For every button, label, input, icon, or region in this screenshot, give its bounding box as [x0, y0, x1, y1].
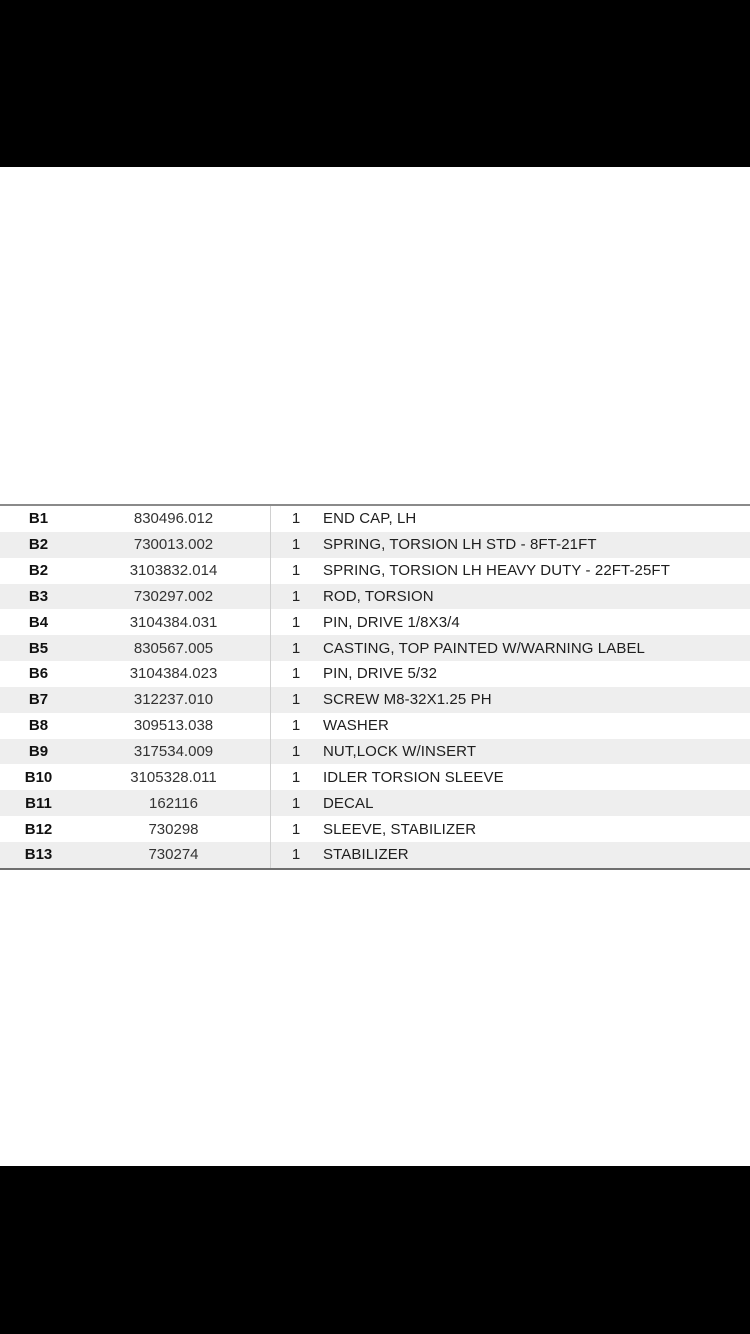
item-number-cell: B6	[28, 665, 49, 683]
table-row	[0, 635, 750, 661]
part-number-cell: 162116	[77, 790, 271, 816]
description-cell: STABILIZER	[323, 846, 409, 864]
quantity-cell: 1	[291, 820, 301, 838]
item-number-cell: B7	[28, 691, 49, 709]
item-number-cell: B10	[24, 768, 53, 786]
description-cell: SPRING, TORSION LH STD - 8FT-21FT	[323, 536, 597, 554]
part-number-cell: 3104384.031	[77, 609, 271, 635]
table-row	[0, 584, 750, 610]
description-cell: WASHER	[323, 717, 389, 735]
quantity-cell: 1	[291, 613, 301, 631]
description-cell: END CAP, LH	[323, 510, 417, 528]
part-number-cell: 309513.038	[77, 713, 271, 739]
part-number-cell: 317534.009	[77, 739, 271, 765]
part-number-cell: 730298	[77, 816, 271, 842]
description-cell: PIN, DRIVE 5/32	[323, 665, 438, 683]
item-number-cell: B4	[28, 613, 49, 631]
table-row	[0, 739, 750, 765]
parts-list-table	[0, 504, 750, 870]
description-cell: ROD, TORSION	[323, 587, 434, 605]
quantity-cell: 1	[291, 587, 301, 605]
quantity-cell: 1	[291, 743, 301, 761]
item-number-cell: B3	[28, 587, 49, 605]
description-cell: DECAL	[323, 794, 374, 812]
item-number-cell: B11	[25, 794, 52, 812]
table-row	[0, 842, 750, 868]
table-row	[0, 532, 750, 558]
bottom-letterbox-bar	[0, 1166, 750, 1334]
item-number-cell: B8	[28, 717, 49, 735]
part-number-cell: 3105328.011	[77, 764, 271, 790]
quantity-cell: 1	[291, 639, 301, 657]
description-cell: NUT,LOCK W/INSERT	[323, 743, 477, 761]
quantity-cell: 1	[291, 691, 301, 709]
table-row	[0, 713, 750, 739]
table-row	[0, 609, 750, 635]
table-row	[0, 661, 750, 687]
quantity-cell: 1	[291, 846, 301, 864]
table-row	[0, 506, 750, 532]
quantity-cell: 1	[291, 510, 301, 528]
quantity-cell: 1	[291, 536, 301, 554]
table-row	[0, 558, 750, 584]
quantity-cell: 1	[291, 768, 301, 786]
quantity-cell: 1	[291, 794, 301, 812]
table-row	[0, 816, 750, 842]
item-number-cell: B2	[28, 562, 49, 580]
part-number-cell: 3104384.023	[77, 661, 271, 687]
item-number-cell: B13	[24, 846, 53, 864]
part-number-cell: 730297.002	[77, 584, 271, 610]
quantity-cell: 1	[291, 665, 301, 683]
top-letterbox-bar	[0, 0, 750, 167]
item-number-cell: B1	[28, 510, 49, 528]
description-cell: CASTING, TOP PAINTED W/WARNING LABEL	[323, 639, 645, 657]
item-number-cell: B5	[28, 639, 49, 657]
document-page	[0, 167, 750, 1166]
part-number-cell: 730013.002	[77, 532, 271, 558]
item-number-cell: B2	[28, 536, 49, 554]
part-number-cell: 3103832.014	[77, 558, 271, 584]
description-cell: IDLER TORSION SLEEVE	[323, 768, 504, 786]
part-number-cell: 312237.010	[77, 687, 271, 713]
table-row	[0, 764, 750, 790]
item-number-cell: B9	[28, 743, 49, 761]
part-number-cell: 830496.012	[77, 506, 271, 532]
item-number-cell: B12	[24, 820, 53, 838]
description-cell: SCREW M8-32X1.25 PH	[323, 691, 492, 709]
quantity-cell: 1	[291, 562, 301, 580]
table-row	[0, 790, 750, 816]
table-row	[0, 687, 750, 713]
description-cell: SLEEVE, STABILIZER	[323, 820, 477, 838]
description-cell: PIN, DRIVE 1/8X3/4	[323, 613, 460, 631]
description-cell: SPRING, TORSION LH HEAVY DUTY - 22FT-25FT	[323, 562, 670, 580]
quantity-cell: 1	[291, 717, 301, 735]
part-number-cell: 830567.005	[77, 635, 271, 661]
part-number-cell: 730274	[77, 842, 271, 868]
